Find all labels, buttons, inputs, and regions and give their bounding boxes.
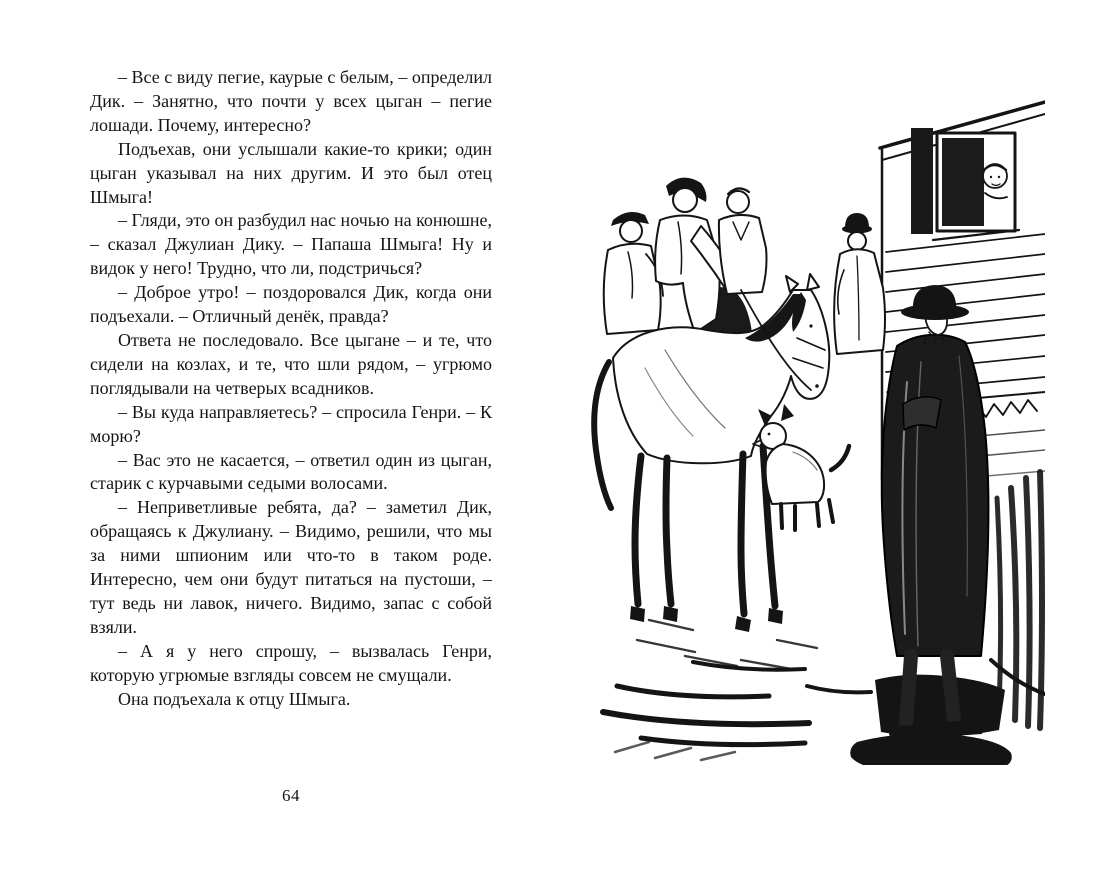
paragraph: – Вас это не касается, – ответил один из цыган, старик с курчавыми седыми волосами. [90,449,492,494]
paragraph: – Неприветливые ребята, да? – заметил Дик, обращаясь к Джулиану. – Видимо, решили, что мы за ними шпионим или что-то в таком роде. Интересно, чем они будут питаться на пустоши, – тут ведь ни лавок, ничего. Видимо, запас с собой взяли. [90,497,492,637]
paragraph: – Вы куда направляетесь? – спросила Генри. – К морю? [90,401,492,446]
figure-light-coat [834,213,885,354]
paragraph: – Гляди, это он разбудил нас ночью на конюшне, – сказал Джулиан Дику. – Папаша Шмыга! Ну и видок у него! Трудно, что ли, подстричься? [90,210,492,279]
paragraph: – А я у него спрошу, – вызвалась Генри, которую угрюмые взгляды совсем не смущали. [90,640,492,685]
window [911,128,1019,240]
paragraph: Ответа не последовало. Все цыгане – и те, что сидели на козлах, и те, что шли рядом, – угрюмо поглядывали на четверых всадников. [90,329,492,398]
paragraph: – Доброе утро! – поздоровался Дик, когда они подъехали. – Отличный денёк, правда? [90,282,492,327]
paragraph: Подъехав, они услышали какие-то крики; один цыган указывал на них другим. И это был отец Шмыга! [90,138,492,207]
text-column [90,66,492,711]
rider-with-cap [604,212,663,334]
page-number: 64 [282,786,300,805]
paragraph: Она подъехала к отцу Шмыга. [118,688,351,709]
rider-fair-hair [719,188,767,294]
man-in-coat [882,285,989,741]
paragraph: – Все с виду пегие, каурые с белым, – определил Дик. – Занятно, что почти у всех цыган – пегие лошади. Почему, интересно? [90,67,492,135]
book-illustration [545,100,1045,765]
